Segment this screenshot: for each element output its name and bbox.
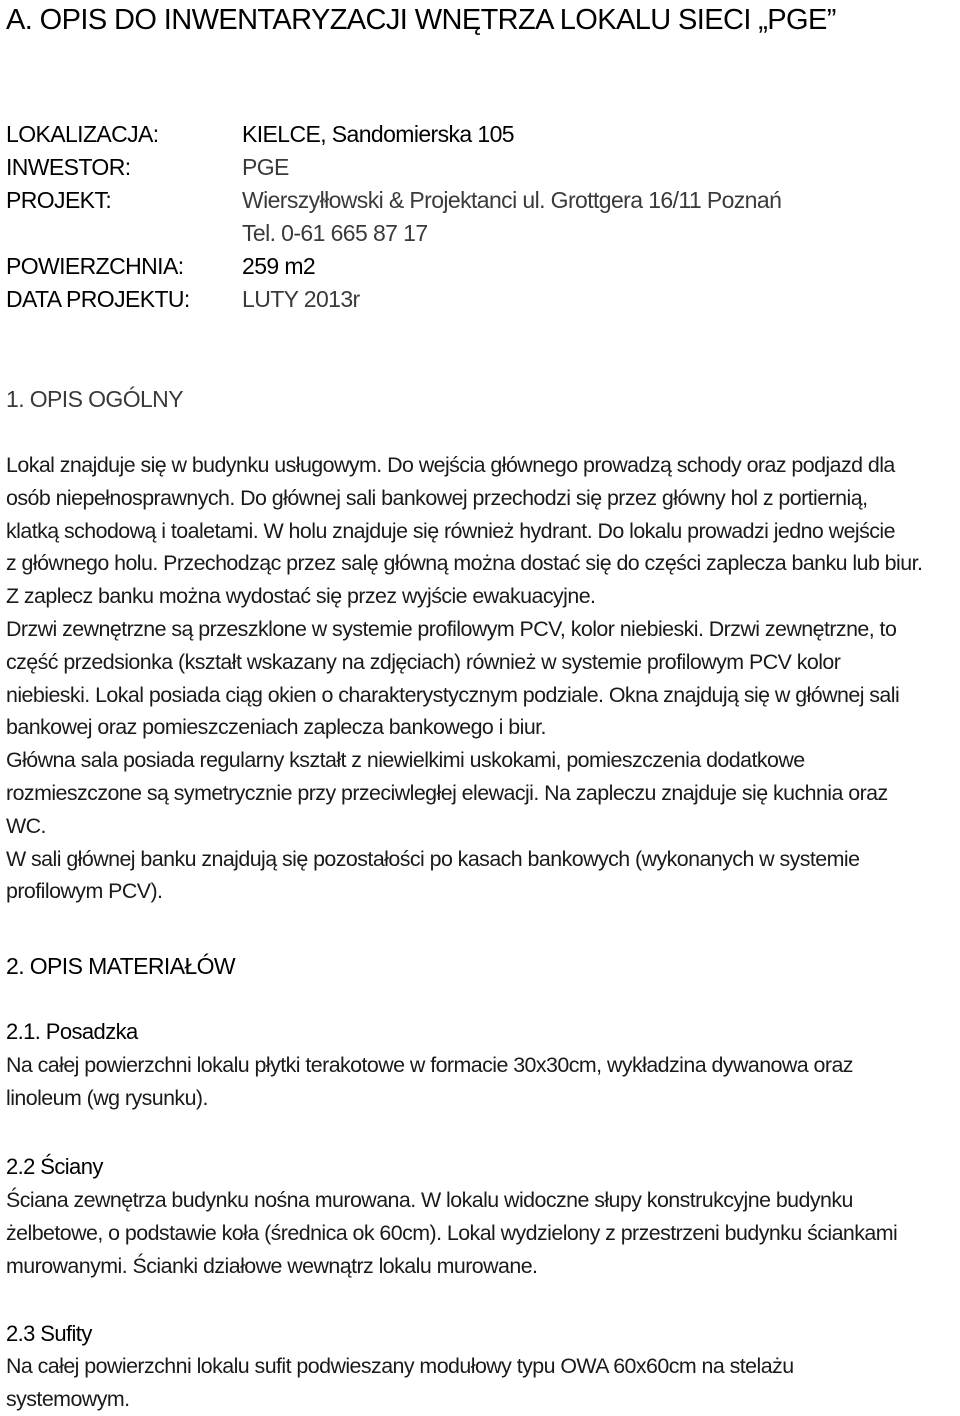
- text-line: systemowym.: [6, 1386, 130, 1411]
- meta-value: KIELCE, Sandomierska 105: [242, 121, 514, 147]
- text-line: murowanymi. Ścianki działowe wewnątrz lokalu murowane.: [6, 1253, 538, 1278]
- text-line: bankowej oraz pomieszczeniach zaplecza bankowego i biur.: [6, 715, 546, 740]
- meta-label: POWIERZCHNIA:: [6, 253, 184, 279]
- text-line: Z zaplecz banku można wydostać się przez wyjście ewakuacyjne.: [6, 584, 596, 609]
- text-line: niebieski. Lokal posiada ciąg okien o charakterystycznym podziale. Okna znajdują się w głównej sali: [6, 682, 900, 707]
- text-line: osób niepełnosprawnych. Do głównej sali bankowej przechodzi się przez główny hol z portiernią,: [6, 485, 868, 510]
- text-line: Główna sala posiada regularny kształt z niewielkimi uskokami, pomieszczenia dodatkowe: [6, 748, 805, 773]
- meta-value: PGE: [242, 154, 289, 180]
- text-line: Ściana zewnętrza budynku nośna murowana. W lokalu widoczne słupy konstrukcyjne budynku: [6, 1188, 853, 1212]
- subsection-ceilings-body: [6, 1350, 956, 1416]
- meta-value: 259 m2: [242, 253, 316, 279]
- text-line: linoleum (wg rysunku).: [6, 1085, 208, 1110]
- meta-value: LUTY 2013r: [242, 286, 360, 312]
- subsection-floor-body: [6, 1049, 956, 1115]
- text-line: Na całej powierzchni lokalu sufit podwieszany modułowy typu OWA 60x60cm na stelażu: [6, 1354, 794, 1378]
- text-line: żelbetowe, o podstawie koła (średnica ok 60cm). Lokal wydzielony z przestrzeni budynku ściankami: [6, 1220, 898, 1245]
- section-2-heading: 2. OPIS MATERIAŁÓW: [6, 953, 236, 979]
- meta-value: Wierszyłłowski & Projektanci ul. Grottgera 16/11 Poznań: [242, 187, 782, 213]
- subsection-walls-heading: 2.2 Ściany: [6, 1154, 103, 1179]
- text-line: część przedsionka (kształt wskazany na zdjęciach) również w systemie profilowym PCV kolor: [6, 649, 841, 674]
- subsection-ceilings-heading: 2.3 Sufity: [6, 1321, 92, 1346]
- text-line: Na całej powierzchni lokalu płytki terakotowe w formacie 30x30cm, wykładzina dywanowa oraz: [6, 1053, 853, 1077]
- document-title: A. OPIS DO INWENTARYZACJI WNĘTRZA LOKALU SIECI „PGE”: [6, 4, 836, 36]
- section-1-body: [6, 449, 956, 908]
- meta-label: LOKALIZACJA:: [6, 121, 159, 147]
- text-line: profilowym PCV).: [6, 879, 163, 904]
- text-line: Drzwi zewnętrzne są przeszklone w systemie profilowym PCV, kolor niebieski. Drzwi zewnętrzne, to: [6, 616, 897, 641]
- section-1-heading: 1. OPIS OGÓLNY: [6, 386, 183, 412]
- text-line: Lokal znajduje się w budynku usługowym. Do wejścia głównego prowadzą schody oraz podjazd dla: [6, 453, 895, 477]
- text-line: WC.: [6, 813, 46, 838]
- subsection-floor-heading: 2.1. Posadzka: [6, 1019, 138, 1044]
- meta-label: INWESTOR:: [6, 154, 131, 180]
- text-line: z głównego holu. Przechodząc przez salę główną można dostać się do części zaplecza banku lub biur.: [6, 551, 923, 576]
- text-line: rozmieszczone są symetrycznie przy przeciwległej elewacji. Na zapleczu znajduje się kuchnia oraz: [6, 780, 888, 805]
- meta-label: PROJEKT:: [6, 187, 112, 213]
- meta-label: DATA PROJEKTU:: [6, 286, 190, 312]
- text-line: W sali głównej banku znajdują się pozostałości po kasach bankowych (wykonanych w systemie: [6, 846, 860, 871]
- meta-value: Tel. 0-61 665 87 17: [242, 220, 428, 246]
- subsection-walls-body: [6, 1184, 956, 1282]
- text-line: klatką schodową i toaletami. W holu znajduje się również hydrant. Do lokalu prowadzi jedno wejście: [6, 518, 895, 543]
